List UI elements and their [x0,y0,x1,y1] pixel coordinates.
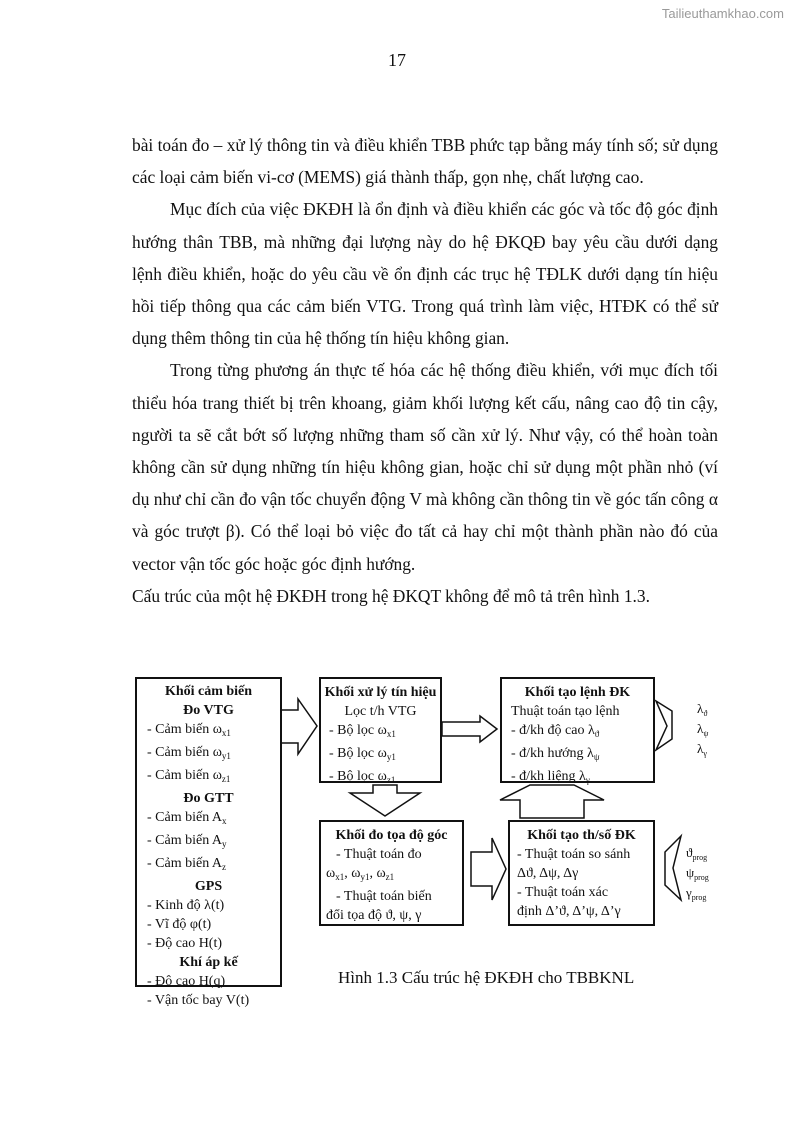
signal-block [319,677,442,783]
arrow-command-outputs [656,701,672,750]
param-block-title: Khối tạo th/số ĐK [527,828,636,843]
param-line-3: - Thuật toán xác [517,885,609,900]
gps-longitude: - Kinh độ λ(t) [147,898,225,913]
param-block [508,820,655,926]
gyro-y: - Cảm biến $\omega_{y1}$ [147,745,231,761]
command-block-subtitle: Thuật toán tạo lệnh [511,704,620,719]
angle-line-4: đổi tọa độ ϑ, ψ, γ [326,908,422,923]
output-lambda-gamma: $\lambda_\gamma$ [697,741,707,758]
command-block-title: Khối tạo lệnh ĐK [524,685,631,700]
paragraph-2: Mục đích của việc ĐKĐH là ổn định và điều khiển các góc và tốc độ góc định hướng thân TBB, mà những đại lượng này do hệ ĐKQĐ bay yêu cầu dưới dạng lệnh điều khiển, hoặc do yêu cầu về ổn định các trục hệ TĐLK dưới dạng tín hiệu hồi tiếp thông qua các cảm biến VTG. Trong quá trình làm việc, HTĐK có thể sử dụng thêm thông tin của hệ thống tín hiệu không gian. [132,199,718,349]
gps-altitude: - Độ cao H(t) [147,936,223,951]
accel-z: - Cảm biến $A_z$ [147,856,227,872]
paragraph-1: bài toán đo – xử lý thông tin và điều khiển TBB phức tạp bằng máy tính số; sử dụng các loại cảm biến vi-cơ (MEMS) giá thành thấp, gọn nhẹ, chất lượng cao. [132,135,718,188]
command-block [500,677,655,783]
signal-block-title: Khối xử lý tín hiệu [324,685,437,700]
sensor-block-title: Khối cảm biến [164,684,253,699]
gyro-x: - Cảm biến $\omega_{x1}$ [147,722,231,738]
watermark: Tailieuthamkhao.com [661,6,784,21]
angle-block-title: Khối đo tọa độ góc [335,828,448,843]
gps-latitude: - Vĩ độ φ(t) [147,917,212,932]
param-line-4: định Δ’ϑ, Δ’ψ, Δ’γ [517,904,621,919]
input-psi-prog: $\psi_{prog}$ [686,865,709,882]
arrow-signal-to-command [442,716,497,742]
paragraph-3: Trong từng phương án thực tế hóa các hệ thống điều khiển, với mục đích tối thiểu hóa trang thiết bị trên khoang, giảm khối lượng kết cấu, nâng cao độ tin cậy, người ta sẽ cắt bớt số lượng những tham số cần xử lý. Như vậy, có thể hoàn toàn không cần sử dụng những tín hiệu không gian, hoặc chỉ sử dụng một phần nhỏ (ví dụ như chỉ cần đo vận tốc chuyển động V mà không cần thông tin về góc tấn công α và góc trượt β). Có thể loại bỏ việc đo tất cả hay chỉ một thành phần nào đó của vector vận tốc góc hoặc góc định hướng. [132,360,718,574]
input-gamma-prog: $\gamma_{prog}$ [686,885,707,902]
figure-caption: Hình 1.3 Cấu trúc hệ ĐKĐH cho TBBKNL [338,968,635,987]
baro-velocity: - Vận tốc bay V(t) [147,993,250,1008]
angle-line-3: - Thuật toán biến [336,889,432,904]
param-line-1: - Thuật toán so sánh [517,847,631,862]
paragraph-4: Cấu trúc của một hệ ĐKĐH trong hệ ĐKQT không để mô tả trên hình 1.3. [132,585,650,606]
output-lambda-theta: $\lambda_ϑ$ [697,701,708,718]
output-lambda-psi: $\lambda_\psi$ [697,721,709,738]
gyro-z: - Cảm biến $\omega_{z1}$ [147,768,231,784]
filter-x: - Bộ lọc $\omega_{x1}$ [329,723,396,739]
angle-line-1: - Thuật toán đo [336,847,422,862]
sensor-block [135,677,282,1008]
command-altitude: - đ/kh độ cao $\lambda_ϑ$ [511,723,600,739]
arrow-sensor-to-signal [281,699,317,754]
arrow-angle-to-param [471,838,506,900]
angle-line-2: $\omega_{x1}$, $\omega_{y1}$, $\omega_{z1}$ [326,866,395,882]
angle-block [319,820,464,926]
arrow-prog-inputs [665,836,681,900]
signal-block-subtitle: Lọc t/h VTG [344,704,417,719]
gtt-heading: Đo GTT [183,791,234,806]
command-heading: - đ/kh hướng $\lambda_\psi$ [511,746,600,762]
vtg-heading: Đo VTG [183,703,234,718]
filter-y: - Bộ lọc $\omega_{y1}$ [329,746,396,762]
accel-x: - Cảm biến $A_x$ [147,810,227,826]
baro-altitude: - Độ cao H(q) [147,974,226,989]
input-theta-prog: $ϑ_{prog}$ [686,845,708,862]
filter-z: - Bộ lọc $\omega_{z1}$ [329,769,396,785]
gps-heading: GPS [194,879,223,894]
accel-y: - Cảm biến $A_y$ [147,833,227,849]
baro-heading: Khí áp kế [179,955,238,970]
param-line-2: Δϑ, Δψ, Δγ [517,866,579,881]
page-number: 17 [388,50,406,70]
command-roll: - đ/kh liệng $\lambda_\gamma$ [511,769,590,785]
